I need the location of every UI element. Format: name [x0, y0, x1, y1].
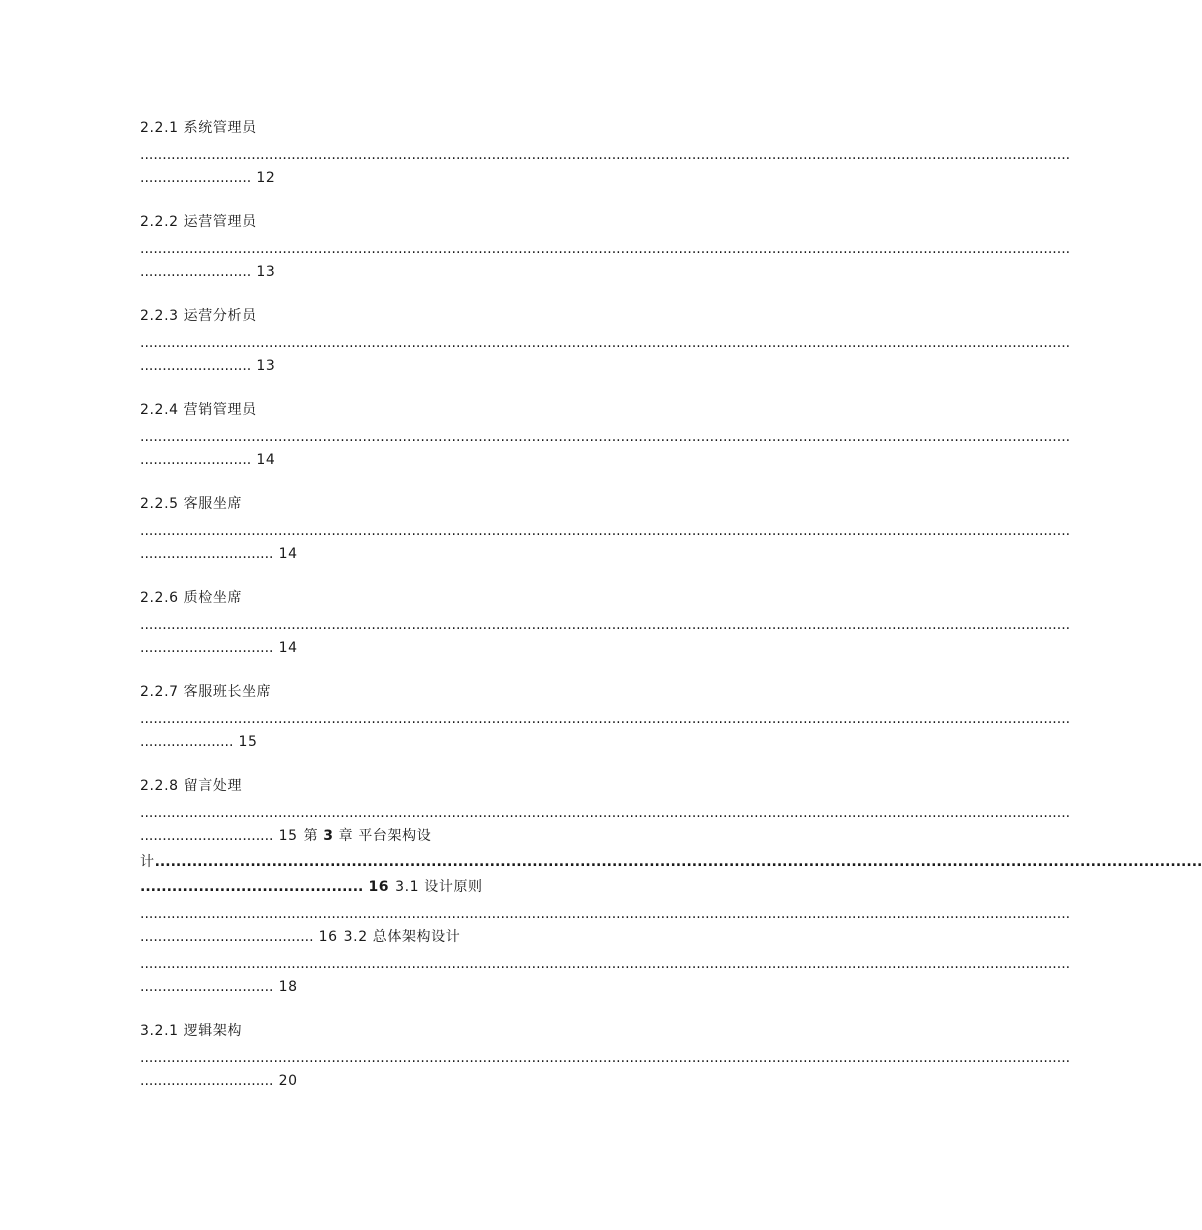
- chapter-prefix: 第: [303, 828, 319, 844]
- toc-leader: .................................................................................................................................................................................................................: [140, 906, 1071, 922]
- toc-leader: .................................................................................................................................................................................................................: [140, 805, 1071, 821]
- toc-heading: 2.2.2 运营管理员: [140, 214, 257, 230]
- toc-page-number: 16: [368, 879, 390, 895]
- toc-chapter-line: 计.....................................................................................................................................................................................................: [140, 854, 1202, 870]
- chapter-number: 3: [323, 828, 334, 844]
- toc-leader: .................................................................................................................................................................................................................: [140, 711, 1071, 727]
- toc-leader: .................................................................................................................................................................................................................: [140, 429, 1071, 445]
- toc-page-line: .............................. 15 第 3 章 平台架构设: [140, 828, 432, 844]
- toc-page-line: ......................... 12: [140, 170, 276, 186]
- toc-heading: 2.2.7 客服班长坐席: [140, 684, 272, 700]
- toc-page-line: ......................... 14: [140, 452, 276, 468]
- toc-page-line: .............................. 20: [140, 1073, 298, 1089]
- toc-page-line: .............................. 14: [140, 546, 298, 562]
- toc-heading: 3.2 总体架构设计: [343, 929, 461, 945]
- toc-leader: .................................................................................................................................................................................................................: [140, 241, 1071, 257]
- toc-page-line: ..................... 15: [140, 734, 258, 750]
- toc-page-number: 15: [238, 734, 258, 750]
- toc-page-number: 14: [278, 546, 298, 562]
- toc-heading: 3.1 设计原则: [395, 879, 483, 895]
- toc-heading: 2.2.6 质检坐席: [140, 590, 243, 606]
- toc-heading: 3.2.1 逻辑架构: [140, 1023, 243, 1039]
- toc-page-number: 12: [256, 170, 276, 186]
- toc-leader: .................................................................................................................................................................................................................: [140, 147, 1071, 163]
- toc-leader: .................................................................................................................................................................................................................: [140, 523, 1071, 539]
- toc-page-line: .............................. 18: [140, 979, 298, 995]
- toc-page-number: 13: [256, 358, 276, 374]
- toc-leader: .................................................................................................................................................................................................................: [140, 617, 1071, 633]
- toc-leader: .................................................................................................................................................................................................................: [140, 956, 1071, 972]
- toc-chapter-page-line: .......................................... 16 3.1 设计原则: [140, 879, 483, 895]
- toc-page-line: .............................. 14: [140, 640, 298, 656]
- toc-page-number: 13: [256, 264, 276, 280]
- toc-page-line: ....................................... 16 3.2 总体架构设计: [140, 929, 461, 945]
- toc-heading: 2.2.1 系统管理员: [140, 120, 257, 136]
- toc-page-line: ......................... 13: [140, 358, 276, 374]
- toc-page-number: 15: [278, 828, 298, 844]
- toc-page-line: ......................... 13: [140, 264, 276, 280]
- toc-leader: .................................................................................................................................................................................................................: [140, 1050, 1071, 1066]
- toc-heading: 2.2.3 运营分析员: [140, 308, 257, 324]
- toc-page-number: 20: [278, 1073, 298, 1089]
- toc-page-number: 18: [278, 979, 298, 995]
- chapter-title-wrap: 计: [140, 854, 155, 870]
- chapter-title: 章 平台架构设: [338, 828, 432, 844]
- toc-page-number: 14: [278, 640, 298, 656]
- toc-page-number: 14: [256, 452, 276, 468]
- toc-page-number: 16: [318, 929, 338, 945]
- toc-heading: 2.2.5 客服坐席: [140, 496, 243, 512]
- toc-heading: 2.2.8 留言处理: [140, 778, 243, 794]
- toc-leader: .................................................................................................................................................................................................................: [140, 335, 1071, 351]
- toc-heading: 2.2.4 营销管理员: [140, 402, 257, 418]
